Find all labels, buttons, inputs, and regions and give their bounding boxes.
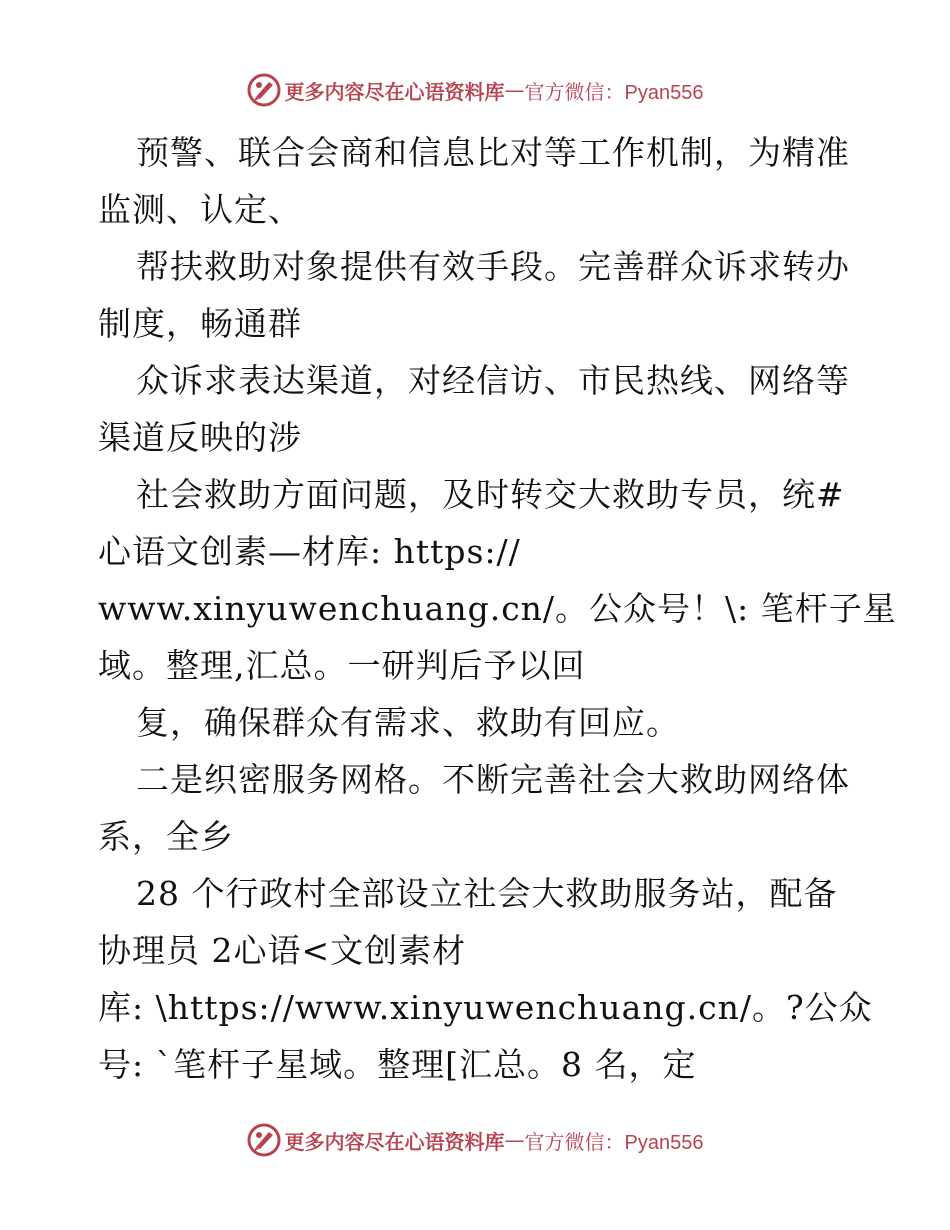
text-line: 库: \https://www.xinyuwenchuang.cn/。?公众 — [98, 988, 873, 1027]
text-line: 预警、联合会商和信息比对等工作机制，为精准 — [136, 133, 850, 172]
text-line: 28 个行政村全部设立社会大救助服务站，配备 — [136, 874, 838, 913]
banner-slogan: 更多内容尽在心语资料库 — [284, 1129, 505, 1154]
text-line: 社会救助方面问题，及时转交大救助专员，统# — [136, 475, 845, 514]
banner-slogan: 更多内容尽在心语资料库 — [284, 79, 505, 104]
text-line: 二是织密服务网格。不断完善社会大救助网络体 — [136, 760, 850, 799]
brand-logo-icon — [247, 73, 281, 107]
banner-wechat: 官方微信：Pyan556 — [524, 1131, 704, 1154]
text-line: 域。整理,汇总。一研判后予以回 — [98, 646, 586, 685]
text-line: 协理员 2心语<文创素材 — [98, 931, 467, 970]
footer-banner — [0, 1118, 950, 1162]
banner-separator: — — [504, 1128, 525, 1152]
text-line: 众诉求表达渠道，对经信访、市民热线、网络等 — [136, 361, 850, 400]
text-line: 帮扶救助对象提供有效手段。完善群众诉求转办 — [136, 247, 850, 286]
text-line: 号: `笔杆子星域。整理[汇总。8 名，定 — [98, 1045, 697, 1084]
text-line: 系，全乡 — [98, 817, 234, 856]
banner-wechat: 官方微信：Pyan556 — [524, 81, 704, 104]
text-line: 复，确保群众有需求、救助有回应。 — [136, 703, 680, 742]
text-line: 心语文创素—材库: https:// — [98, 532, 521, 571]
document-body — [98, 124, 897, 1093]
text-line: 渠道反映的涉 — [98, 418, 302, 457]
text-line: www.xinyuwenchuang.cn/。公众号！\: 笔杆子星 — [98, 589, 897, 628]
text-line: 制度，畅通群 — [98, 304, 302, 343]
text-line: 监测、认定、 — [98, 190, 302, 229]
header-banner — [0, 68, 950, 112]
brand-logo-icon — [247, 1123, 281, 1157]
banner-separator: — — [504, 78, 525, 102]
